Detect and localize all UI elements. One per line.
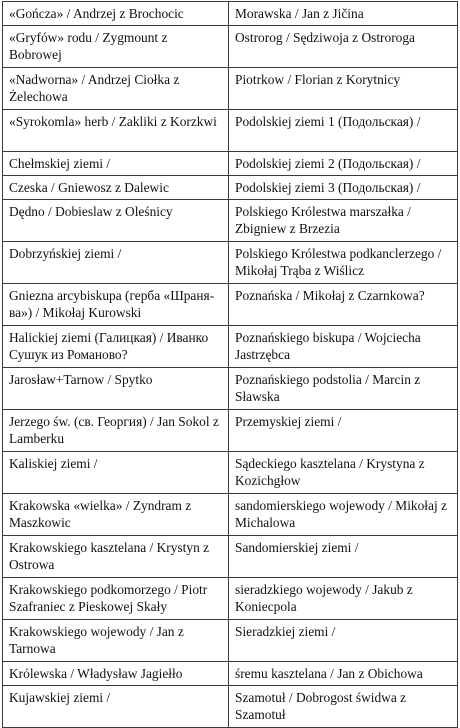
table-row xyxy=(3,2,458,26)
table-row xyxy=(3,110,458,152)
banner-owner-cell: Sieradzkiej ziemi / xyxy=(229,620,458,662)
banner-owner-cell: sandomierskiego wojewody / Mikołaj z Michalowa xyxy=(229,494,458,536)
banner-owner-cell: Poznańskiego biskupa / Wojciecha Jastrzębca xyxy=(229,326,458,368)
banner-name-cell: «Gończa» / Andrzej z Brochocic xyxy=(3,2,229,26)
banner-name-cell: Czeska / Gniewosz z Dalewic xyxy=(3,176,229,200)
table-row xyxy=(3,578,458,620)
banner-owner-cell: Ostrorog / Sędziwoja z Ostroroga xyxy=(229,26,458,68)
banner-owner-cell: Poznańska / Mikołaj z Czarnkowa? xyxy=(229,284,458,326)
banner-owner-cell: Polskiego Królestwa marszałka / Zbigniew z Brzezia xyxy=(229,200,458,242)
table-row xyxy=(3,26,458,68)
table-row xyxy=(3,368,458,410)
banner-owner-cell: Polskiego Królestwa podkanclerzego / Mikołaj Trąba z Wiślicz xyxy=(229,242,458,284)
banner-name-cell: Chełmskiej ziemi / xyxy=(3,152,229,176)
banner-name-cell: Królewska / Władysław Jagiełło xyxy=(3,662,229,686)
banner-name-cell: Krakowskiego wojewody / Jan z Tarnowa xyxy=(3,620,229,662)
table-row xyxy=(3,200,458,242)
banner-owner-cell: Podolskiej ziemi 2 (Подольская) / xyxy=(229,152,458,176)
banner-name-cell: Krakowska «wielka» / Zyndram z Maszkowic xyxy=(3,494,229,536)
banner-name-cell: Dędno / Dobieslaw z Oleśnicy xyxy=(3,200,229,242)
banner-name-cell: «Gryfów» rodu / Zygmount z Bobrowej xyxy=(3,26,229,68)
table-row xyxy=(3,536,458,578)
banner-owner-cell: Podolskiej ziemi 1 (Подольская) / xyxy=(229,110,458,152)
banner-name-cell: Krakowskiego kasztelana / Krystyn z Ostrowa xyxy=(3,536,229,578)
banner-name-cell: Kujawskiej ziemi / xyxy=(3,686,229,728)
table-body xyxy=(3,2,458,728)
table-row xyxy=(3,326,458,368)
table-row xyxy=(3,152,458,176)
table-row xyxy=(3,620,458,662)
banner-name-cell: Gniezna arcybiskupa (герба «Шраня-ва») / Mikołaj Kurowski xyxy=(3,284,229,326)
table-row xyxy=(3,686,458,728)
banner-owner-cell: Sandomierskiej ziemi / xyxy=(229,536,458,578)
table-row xyxy=(3,242,458,284)
banner-name-cell: Halickiej ziemi (Галицкая) / Иванко Сушук из Романово? xyxy=(3,326,229,368)
banner-table xyxy=(2,1,458,728)
banner-owner-cell: Podolskiej ziemi 3 (Подольская) / xyxy=(229,176,458,200)
banner-owner-cell: Sądeckiego kasztelana / Krystyna z Kozichgłow xyxy=(229,452,458,494)
table-row xyxy=(3,494,458,536)
banner-owner-cell: Poznańskiego podstolia / Marcin z Sławska xyxy=(229,368,458,410)
table-row xyxy=(3,176,458,200)
banner-name-cell: Dobrzyńskiej ziemi / xyxy=(3,242,229,284)
banner-name-cell: Krakowskiego podkomorzego / Piotr Szafraniec z Pieskowej Skały xyxy=(3,578,229,620)
table-row xyxy=(3,452,458,494)
banner-owner-cell: Przemyskiej ziemi / xyxy=(229,410,458,452)
banner-owner-cell: Szamotuł / Dobrogost świdwa z Szamotuł xyxy=(229,686,458,728)
banner-name-cell: Jerzego św. (св. Георгия) / Jan Sokol z Lamberku xyxy=(3,410,229,452)
banner-owner-cell: sieradzkiego wojewody / Jakub z Koniecpola xyxy=(229,578,458,620)
banner-name-cell: «Nadworna» / Andrzej Ciołka z Żelechowa xyxy=(3,68,229,110)
banner-owner-cell: śremu kasztelana / Jan z Obichowa xyxy=(229,662,458,686)
table-row xyxy=(3,410,458,452)
table-row xyxy=(3,284,458,326)
table-row xyxy=(3,68,458,110)
banner-name-cell: Jarosław+Tarnow / Spytko xyxy=(3,368,229,410)
banner-name-cell: «Syrokomla» herb / Zakliki z Korzkwi xyxy=(3,110,229,152)
banner-name-cell: Kaliskiej ziemi / xyxy=(3,452,229,494)
banner-owner-cell: Morawska / Jan z Jičina xyxy=(229,2,458,26)
banner-owner-cell: Piotrkow / Florian z Korytnicy xyxy=(229,68,458,110)
table-row xyxy=(3,662,458,686)
